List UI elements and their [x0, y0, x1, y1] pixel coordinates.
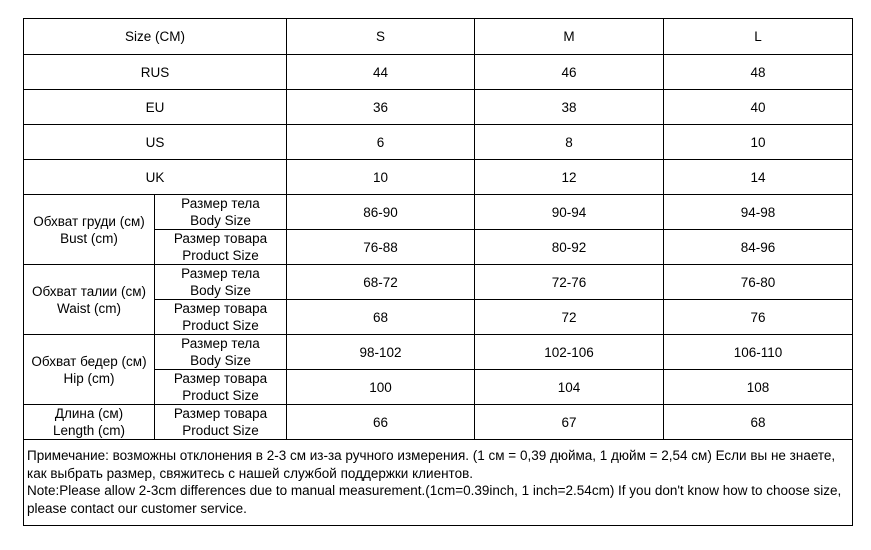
product-size-label: Размер товара Product Size: [155, 405, 287, 440]
size-value: 68: [664, 405, 853, 440]
waist-label: [24, 265, 155, 335]
hip-label: [24, 335, 155, 405]
body-size-label: Размер тела Body Size: [155, 265, 287, 300]
size-value: 80-92: [475, 230, 664, 265]
size-value: 72: [475, 300, 664, 335]
standard-name: US: [24, 125, 287, 160]
bust-body-row: [24, 195, 853, 230]
size-value: 76: [664, 300, 853, 335]
standard-name: RUS: [24, 55, 287, 90]
standard-value: 46: [475, 55, 664, 90]
length-label-en: Length (cm): [52, 423, 126, 438]
header-size-s: S: [287, 19, 475, 55]
standard-row-rus: [24, 55, 853, 90]
note-ru: Примечание: возможны отклонения в 2-3 см из-за ручного измерения. (1 см = 0,39 дюйма, 1 дюйм = 2,54 см) Если вы не знаете, как выбрать размер, свяжитесь с нашей службой поддержки клиентов.: [27, 448, 836, 481]
standard-value: 14: [664, 160, 853, 195]
standard-value: 48: [664, 55, 853, 90]
header-size-l: L: [664, 19, 853, 55]
size-value: 100: [287, 370, 475, 405]
header-label: Size (CM): [24, 19, 287, 55]
bust-label: [24, 195, 155, 265]
hip-body-row: [24, 335, 853, 370]
bust-label-en: Bust (cm): [60, 230, 118, 246]
size-value: 72-76: [475, 265, 664, 300]
standard-value: 12: [475, 160, 664, 195]
size-value: 68-72: [287, 265, 475, 300]
length-row: [24, 405, 853, 440]
size-value: 67: [475, 405, 664, 440]
header-size-m: M: [475, 19, 664, 55]
bust-label-ru: Обхват груди (см): [33, 213, 145, 229]
standard-value: 10: [287, 160, 475, 195]
size-chart-table: [23, 18, 853, 526]
standard-name: UK: [24, 160, 287, 195]
product-size-label: Размер товара Product Size: [155, 230, 287, 265]
product-size-label: Размер товара Product Size: [155, 370, 287, 405]
size-value: 94-98: [664, 195, 853, 230]
measurement-note: [24, 440, 853, 526]
size-value: 66: [287, 405, 475, 440]
waist-body-row: [24, 265, 853, 300]
size-value: 68: [287, 300, 475, 335]
standard-name: EU: [24, 90, 287, 125]
size-value: 106-110: [664, 335, 853, 370]
standard-value: 10: [664, 125, 853, 160]
length-label: [24, 405, 155, 440]
standard-value: 6: [287, 125, 475, 160]
header-row: [24, 19, 853, 55]
size-value: 84-96: [664, 230, 853, 265]
standard-value: 44: [287, 55, 475, 90]
size-value: 102-106: [475, 335, 664, 370]
size-value: 98-102: [287, 335, 475, 370]
size-value: 104: [475, 370, 664, 405]
hip-label-en: Hip (cm): [63, 370, 115, 386]
standard-value: 36: [287, 90, 475, 125]
size-value: 86-90: [287, 195, 475, 230]
length-label-ru: Длина (см): [54, 406, 124, 421]
standard-row-eu: [24, 90, 853, 125]
note-en: Note:Please allow 2-3cm differences due to manual measurement.(1cm=0.39inch, 1 inch=2.54cm) If you don't know how to choose size, please contact our customer service.: [27, 483, 842, 516]
body-size-label: Размер тела Body Size: [155, 335, 287, 370]
hip-label-ru: Обхват бедер (см): [31, 353, 147, 369]
standard-value: 8: [475, 125, 664, 160]
product-size-label: Размер товара Product Size: [155, 300, 287, 335]
size-value: 90-94: [475, 195, 664, 230]
standard-value: 40: [664, 90, 853, 125]
size-value: 108: [664, 370, 853, 405]
standard-row-us: [24, 125, 853, 160]
size-value: 76-80: [664, 265, 853, 300]
waist-label-ru: Обхват талии (см): [32, 283, 146, 299]
standard-value: 38: [475, 90, 664, 125]
body-size-label: Размер тела Body Size: [155, 195, 287, 230]
waist-label-en: Waist (cm): [57, 300, 121, 316]
size-value: 76-88: [287, 230, 475, 265]
standard-row-uk: [24, 160, 853, 195]
note-row: [24, 440, 853, 526]
